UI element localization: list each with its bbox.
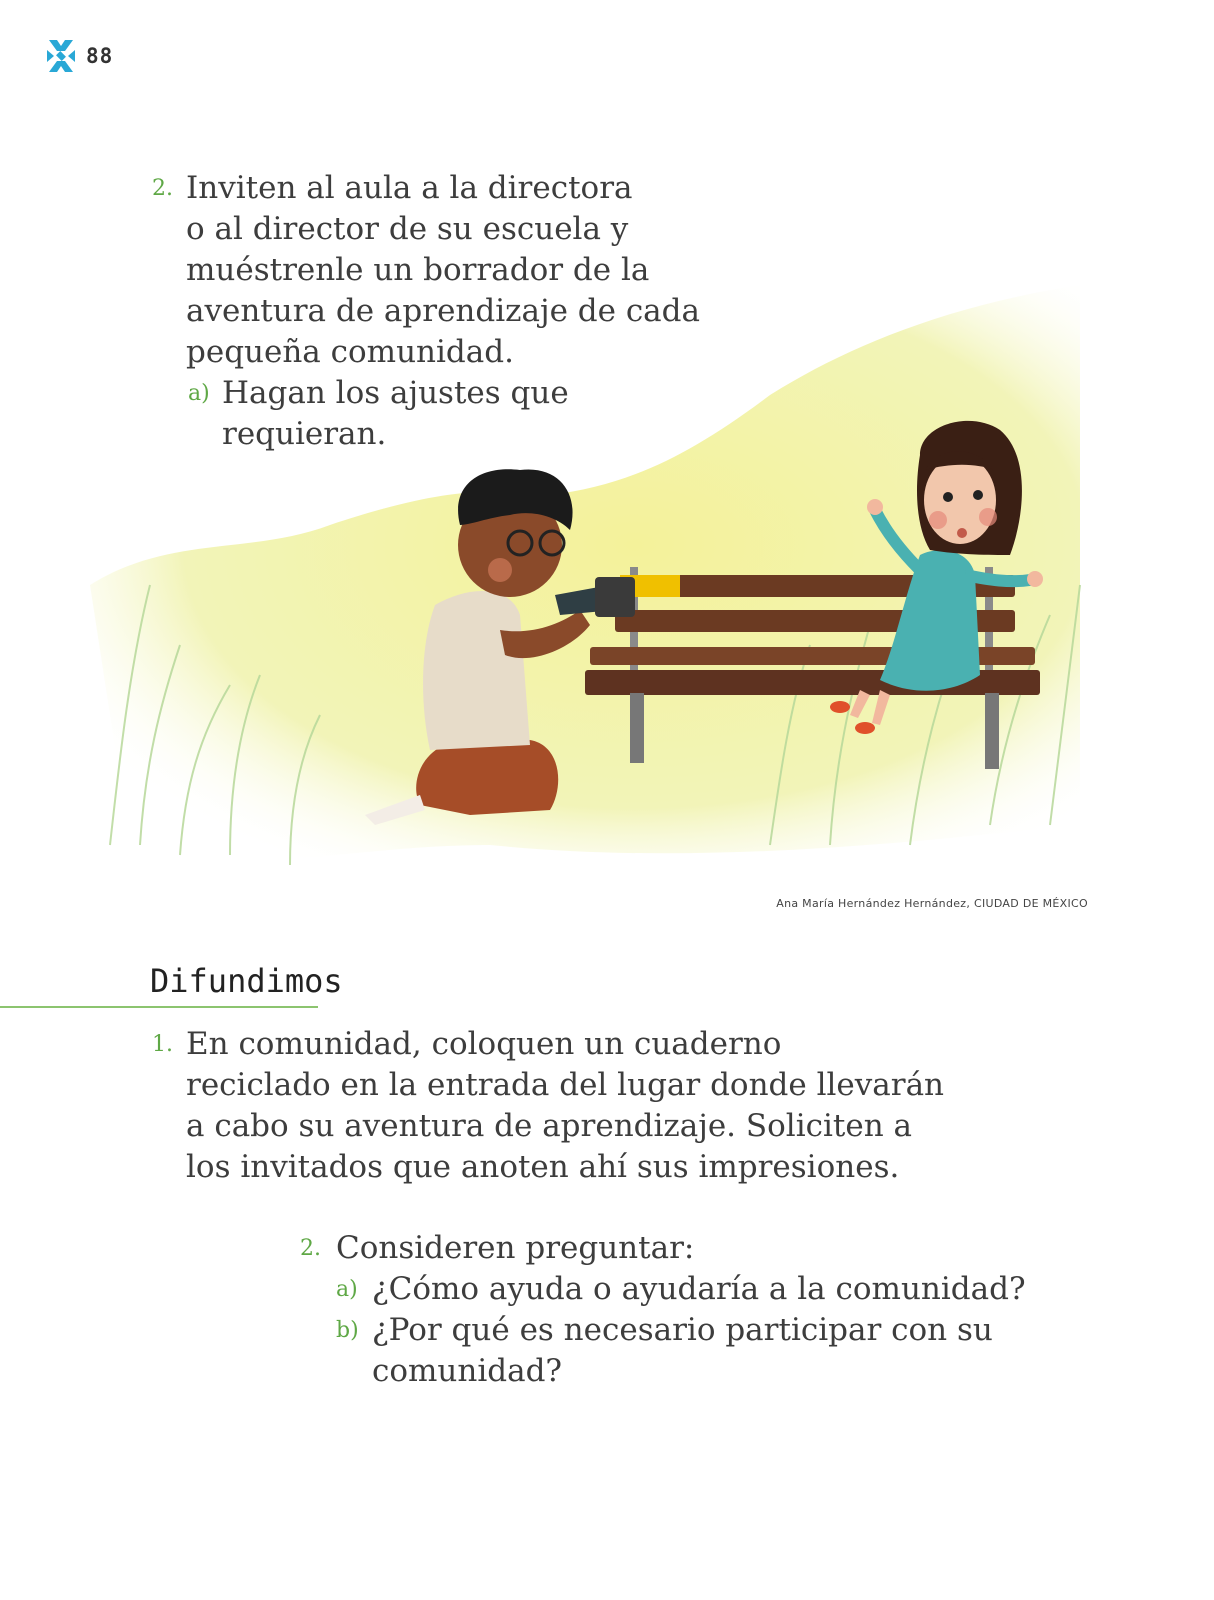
line: los invitados que anoten ahí sus impresiones. [186, 1149, 900, 1185]
item-number: 2. [300, 1236, 321, 1261]
sep-logo-icon [46, 38, 76, 74]
sub-item-letter: b) [336, 1318, 359, 1343]
page-number: 88 [86, 44, 114, 68]
section-divider [0, 1006, 318, 1008]
line: aventura de aprendizaje de cada [186, 293, 700, 329]
line: ¿Por qué es necesario participar con su [372, 1312, 993, 1348]
difundimos-item-2 [300, 1228, 1056, 1392]
line: comunidad? [372, 1353, 563, 1389]
line: En comunidad, coloquen un cuaderno [186, 1026, 782, 1062]
sub-item-a [336, 1269, 1056, 1310]
line: muéstrenle un borrador de la [186, 252, 650, 288]
bench-painting-illustration [90, 285, 1110, 885]
section-title: Difundimos [150, 962, 343, 1000]
sub-item-letter: a) [336, 1277, 358, 1302]
difundimos-item-1 [152, 1024, 946, 1188]
sub-item-letter: a) [188, 381, 210, 406]
line: pequeña comunidad. [186, 334, 514, 370]
sub-item-b [336, 1310, 1056, 1392]
page-header [46, 38, 113, 74]
item-number: 2. [152, 176, 173, 201]
line: o al director de su escuela y [186, 211, 629, 247]
line: a cabo su aventura de aprendizaje. Soliciten a [186, 1108, 913, 1144]
line: Consideren preguntar: [336, 1230, 695, 1266]
line: Hagan los ajustes que [222, 375, 569, 411]
item-number: 1. [152, 1032, 173, 1057]
line: Inviten al aula a la directora [186, 170, 633, 206]
line: ¿Cómo ayuda o ayudaría a la comunidad? [372, 1271, 1026, 1307]
line: requieran. [222, 416, 387, 452]
line: reciclado en la entrada del lugar donde llevarán [186, 1067, 945, 1103]
illustration-credit: Ana María Hernández Hernández, CIUDAD DE MÉXICO [776, 897, 1088, 910]
